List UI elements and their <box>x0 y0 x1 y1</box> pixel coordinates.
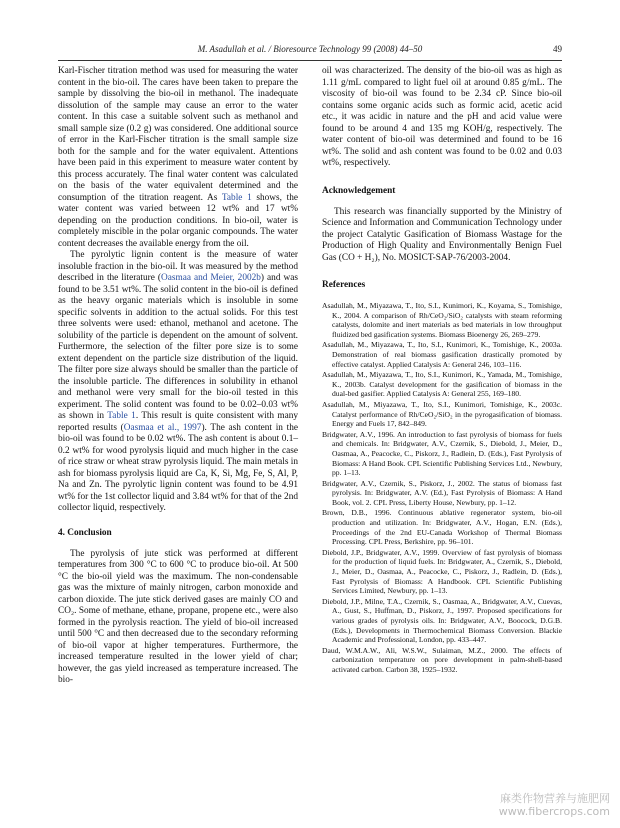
reference-item: Asadullah, M., Miyazawa, T., Ito, S.I., Kunimori, Tomishige, K., 2003c. Catalyst performance of Rh/CeO₂/SiO₂ in the pyrogasification of biomass. Energy and Fuels 17, 842–849. <box>322 399 562 429</box>
running-header <box>58 44 562 58</box>
reference-item: Diebold, J.P., Milne, T.A., Czernik, S., Oasmaa, A., Bridgwater, A.V., Cuevas, A., Gust, S., Huffman, D., Piskorz, J., 1997. Proposed specifications for various grades of pyrolysis oils. In: Bridgwater, A.V., Boocock, D.G.B. (Eds.), Developments in Thermochemical Biomass Conversion. Blackie Academic and Professional, London, pp. 433–447. <box>322 596 562 645</box>
reference-item: Asadullah, M., Miyazawa, T., Ito, S.I., Kunimori, K., Koyama, S., Tomishige, K., 2004. A comparison of Rh/CeO₂/SiO₂ catalysts with steam reforming catalysts, dolomite and inert materials as bed materials in low throughput fluidized bed gasification systems. Biomass Bioenergy 26, 269–279. <box>322 301 562 339</box>
reference-item: Brown, D.B., 1996. Continuous ablative regenerator system, bio-oil production and utilization. In: Bridgwater, A.V., Hogan, E.N. (Eds.), Proceedings of the 2nd EU-Canada Workshop of Thermal Biomass Processing. CPL Press, Berkshire, pp. 96–101. <box>322 508 562 547</box>
citation-link[interactable]: Oasmaa et al., 1997 <box>123 422 202 433</box>
citation-link[interactable]: Oasmaa and Meier, 2002b <box>161 273 261 283</box>
paragraph-water-content: Karl-Fischer titration method was used for measuring the water content in the bio-oil. The cares have been taken to prepare the sample by dissolving the bio-oil in methanol. The inadequate dissolution of the sample may cause an error to the water content. In this case a suitable solvent such as methanol and small sample size (0.2 g) was considered. One additional source of error in the Karl-Fischer titration is the small sample size both for the sample and for the water equivalent. Attentions have been paid in this experiment to measure water content by this process accurately. The final water content was calculated on the basis of the water equivalent determined and the consumption of the titration reagent. As Table 1 shows, the water content was varied between 12 wt% and 17 wt% depending on the production conditions. In bio-oil, water is completely miscible in the polar organic compounds. The water content decreases the available energy from the oil. <box>58 66 298 249</box>
paragraph-conclusion: The pyrolysis of jute stick was performed at different temperatures from 300 °C to 600 °C to produce bio-oil. At 500 °C the bio-oil yield was the maximum. The non-condensable gas was the mixture of mainly nitrogen, carbon monoxide and carbon dioxide. The jute stick derived gases are mainly CO and CO₂. Some of methane, ethane, propane, propene etc., were also formed in the pyrolysis reaction. The yield of bio-oil increased until 500 °C and then decreased due to the secondary reforming of bio-oil vapor at higher temperatures. Furthermore, the increased temperature resulted in the lower yield of char; however, the gas yield increased as temperature increased. The bio- <box>58 548 298 685</box>
reference-item: Bridgwater, A.V., Czernik, S., Piskorz, J., 2002. The status of biomass fast pyrolysis. In: Bridgwater, A.V. (Ed.), Fast Pyrolysis of Biomass: A Hand Book, vol. 2. CPL Press, Liberty House, Newbury, pp. 1–12. <box>322 478 562 507</box>
watermark: 麻类作物营养与施肥网 www.fibercrops.com <box>498 792 610 818</box>
table-link[interactable]: Table 1 <box>107 411 136 421</box>
header-rule <box>58 60 562 61</box>
paragraph-lignin-content: The pyrolytic lignin content is the measure of water insoluble fraction in the bio-oil. It was measured by the method described in the literature (Oasmaa and Meier, 2002b) and was found to be 3.51 wt%. The solid content in the bio-oil is defined as the heavy organic materials which is insoluble in some specific solvents in addition to the actual solids. For this test three solvents were used: ethanol, methanol and acetone. The solubility of the particle is dependent on the amount of solvent. Furthermore, the selection of the filter pore size is to some extent dependent on the particle size distribution of the liquid. The filter pore size always should be smaller than the particle of the insoluble particle. The differences in solubility in ethanol and methanol were very small for the bio-oil tested in this experiment. The solid content was found to be 0.02–0.03 wt% as shown in Table 1. This result is quite consistent with many reported results (Oasmaa et al., 1997). The ash content in the bio-oil was found to be 0.02 wt%. The ash content is about 0.1–0.2 wt% for wood pyrolysis liquid and much higher in the case of rice straw or wheat straw pyrolysis liquid. The main metals in ash for biomass pyrolysis liquid are Ca, K, Si, Mg, Fe, S, Al, P, Na and Zn. The pyrolytic lignin content was found to be 4.91 wt% for the 1st collector liquid and 3.84 wt% for that of the 2nd collector liquid, respectively. <box>58 250 299 513</box>
left-column <box>58 66 298 687</box>
paragraph-bio-oil-characterization: oil was characterized. The density of the bio-oil was as high as 1.11 g/mL compared to light fuel oil at around 0.85 g/mL. The viscosity of bio-oil was found to be 2.34 cP. Since bio-oil contains some organic acids such as formic acid, acetic acid etc., it was acidic in nature and the pH and acid value were found to be around 4 and 135 mg KOH/g, respectively. The water content of bio-oil was determined and found to be 16 wt%. The solid and ash content was found to be 0.02 and 0.03 wt%, respectively. <box>322 66 562 168</box>
reference-item: Asadullah, M., Miyazawa, T., Ito, S.I., Kunimori, K., Tomishige, K., 2003a. Demonstration of real biomass gasification drastically promoted by effective catalyst. Applied Catalysis A: General 246, 103–116. <box>322 340 562 369</box>
reference-item: Daud, W.M.A.W., Ali, W.S.W., Sulaiman, M.Z., 2000. The effects of carbonization temperature on pore development in palm-shell-based activated carbon. Carbon 38, 1925–1932. <box>322 645 562 674</box>
table-link[interactable]: Table 1 <box>221 192 252 203</box>
reference-list <box>322 301 562 675</box>
page-number: 49 <box>553 44 562 54</box>
running-title: M. Asadullah et al. / Bioresource Technology 99 (2008) 44–50 <box>197 44 423 54</box>
reference-item: Diebold, J.P., Bridgwater, A.V., 1999. Overview of fast pyrolysis of biomass for the production of liquid fuels. In: Bridgwater, A., Czernik, S., Diebold, J., Meier, D., Oasmaa, A., Peacocke, C., Piskorz, J., Radlein, D. (Eds.), Fast Pyrolysis of Biomass: A Handbook. CPL Scientific Publishing Services Limited, Newbury, pp. 1–13. <box>322 547 562 596</box>
reference-item: Bridgwater, A.V., 1996. An introduction to fast pyrolysis of biomass for fuels and chemicals. In: Bridgwater, A.V., Czernik, S., Diebold, J., Meier, D., Oasmaa, A., Peacocke, C., Piskorz, J., Radlein, D. (Eds.), Fast Pyrolysis of Biomass: A Hand Book. CPL Scientific Publishing Services Ltd., Newbury, pp. 1–13. <box>322 429 562 478</box>
right-column <box>322 66 562 676</box>
section-heading-acknowledgement: Acknowledgement <box>322 185 396 196</box>
reference-item: Asadullah, M., Miyazawa, T., Ito, S.I., Kunimori, K., Yamada, M., Tomishige, K., 2003b. Catalyst development for the gasification of biomass in the dual-bed gasifier. Applied Catalysis A: General 255, 169–180. <box>322 370 562 399</box>
section-heading-conclusion: 4. Conclusion <box>58 527 112 538</box>
paragraph-acknowledgement: This research was financially supported by the Ministry of Science and Information and Communication Technology under the project Catalytic Gasification of Biomass Wastage for the Production of High Quality and Environmentally Benign Fuel Gas (CO + H₂), No. MOSICT-SAP-76/2003-2004. <box>322 206 562 263</box>
section-heading-references: References <box>322 280 366 290</box>
